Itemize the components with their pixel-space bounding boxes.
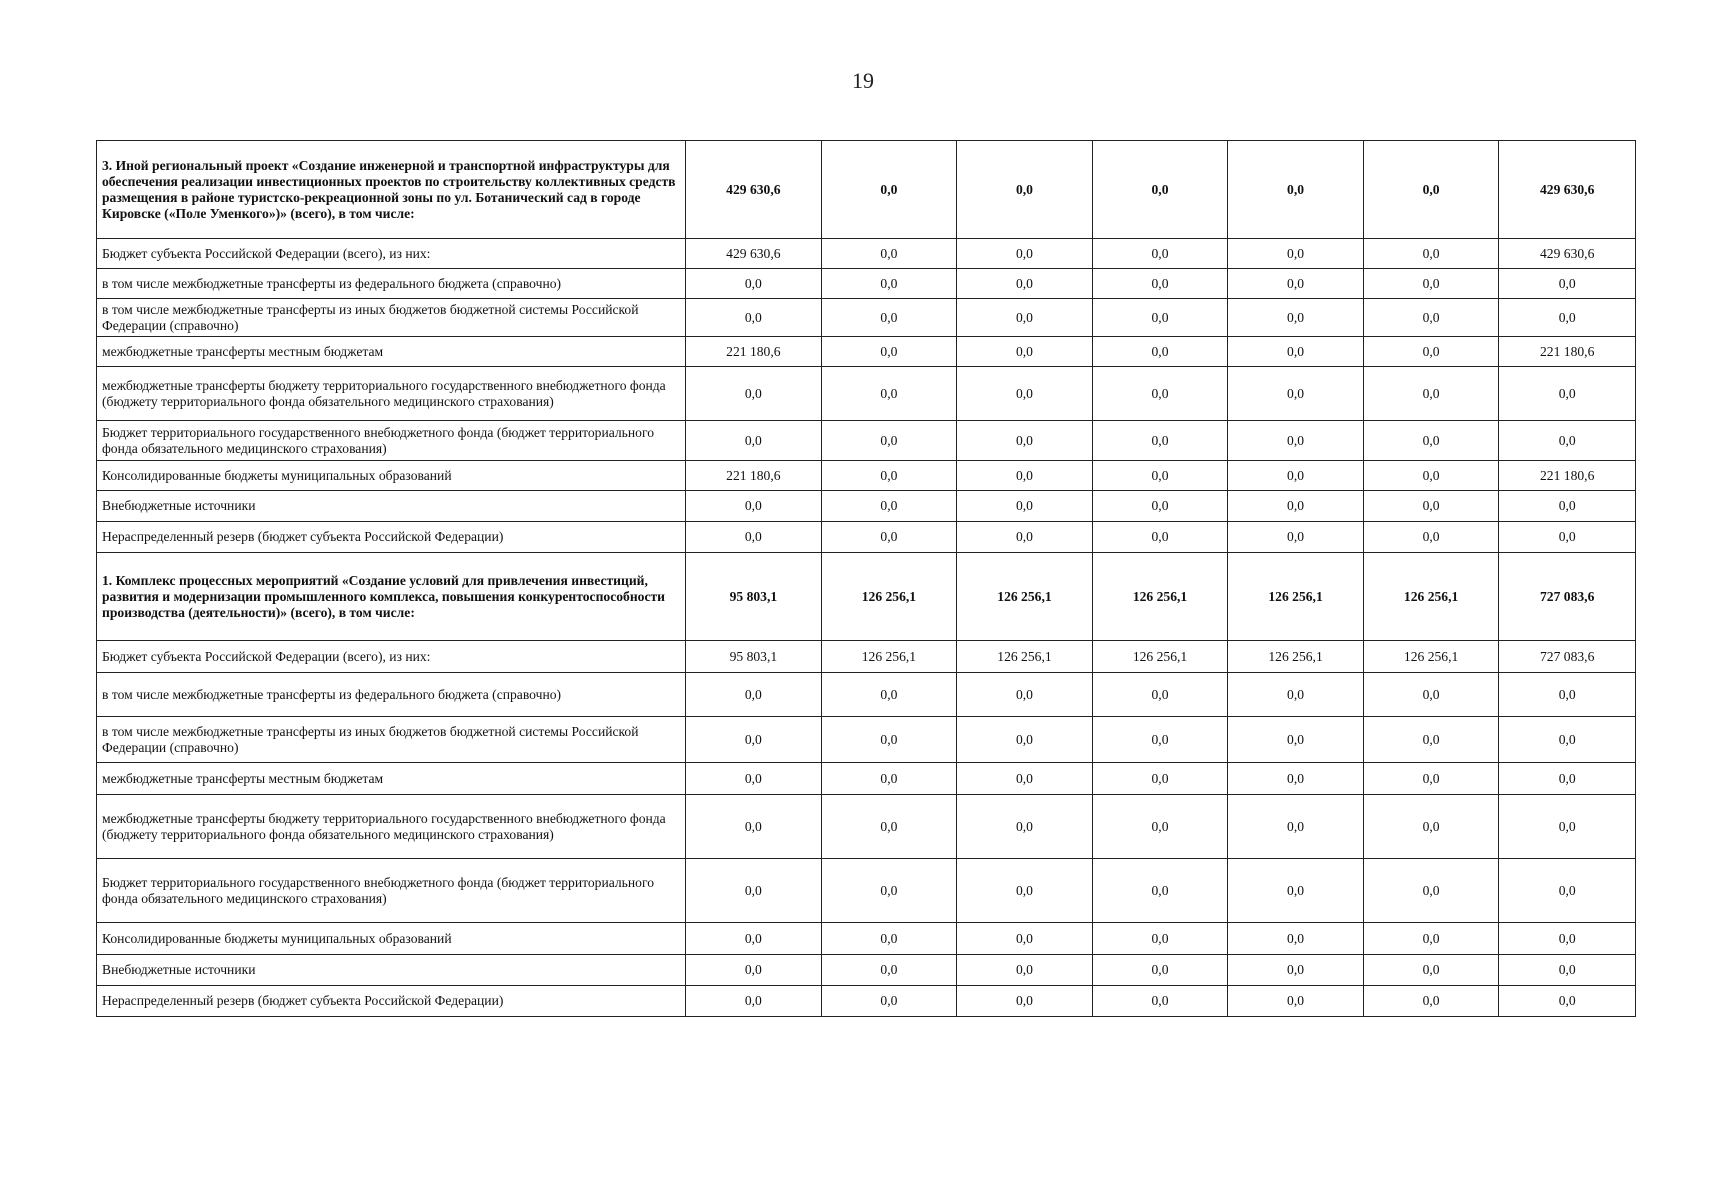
table-row	[97, 367, 1636, 421]
value-cell: 0,0	[1092, 461, 1228, 491]
value-cell: 0,0	[1499, 421, 1636, 461]
row-label: межбюджетные трансферты бюджету территориального государственного внебюджетного фонда (бюджету территориального фонда обязательного медицинского страхования)	[97, 367, 686, 421]
page-number: 19	[852, 68, 874, 93]
value-cell: 429 630,6	[1499, 239, 1636, 269]
section-title: 1. Комплекс процессных мероприятий «Создание условий для привлечения инвестиций, развития и модернизации промышленного комплекса, повышения конкурентоспособности производства (деятельности)» (всего), в том числе:	[97, 553, 686, 641]
value-cell: 0,0	[1363, 763, 1499, 795]
value-cell: 0,0	[957, 299, 1093, 337]
value-cell: 0,0	[1363, 269, 1499, 299]
table-row	[97, 641, 1636, 673]
value-cell: 95 803,1	[686, 641, 822, 673]
value-cell: 0,0	[957, 491, 1093, 522]
section-total-cell: 0,0	[1363, 141, 1499, 239]
value-cell: 0,0	[957, 421, 1093, 461]
value-cell: 221 180,6	[1499, 337, 1636, 367]
table-row	[97, 421, 1636, 461]
value-cell: 0,0	[1499, 859, 1636, 923]
section-total-cell: 0,0	[1092, 141, 1228, 239]
section-total-cell: 126 256,1	[821, 553, 957, 641]
value-cell: 0,0	[1499, 955, 1636, 986]
row-label: Нераспределенный резерв (бюджет субъекта Российской Федерации)	[97, 986, 686, 1017]
value-cell: 0,0	[686, 795, 822, 859]
value-cell: 0,0	[1499, 986, 1636, 1017]
value-cell: 0,0	[1092, 491, 1228, 522]
value-cell: 0,0	[821, 337, 957, 367]
value-cell: 0,0	[821, 239, 957, 269]
value-cell: 0,0	[1092, 986, 1228, 1017]
value-cell: 0,0	[1363, 522, 1499, 553]
value-cell: 0,0	[1092, 859, 1228, 923]
value-cell: 0,0	[1363, 421, 1499, 461]
value-cell: 0,0	[1092, 673, 1228, 717]
value-cell: 0,0	[1363, 299, 1499, 337]
value-cell: 0,0	[1499, 367, 1636, 421]
value-cell: 0,0	[1499, 299, 1636, 337]
value-cell: 0,0	[1092, 795, 1228, 859]
value-cell: 0,0	[1363, 673, 1499, 717]
table-row	[97, 337, 1636, 367]
value-cell: 221 180,6	[686, 461, 822, 491]
table-row	[97, 522, 1636, 553]
row-label: Бюджет территориального государственного внебюджетного фонда (бюджет территориального фонда обязательного медицинского страхования)	[97, 859, 686, 923]
section-total-cell: 0,0	[821, 141, 957, 239]
value-cell: 0,0	[1228, 367, 1364, 421]
value-cell: 0,0	[1228, 795, 1364, 859]
table-row	[97, 795, 1636, 859]
value-cell: 126 256,1	[1092, 641, 1228, 673]
value-cell: 0,0	[1363, 923, 1499, 955]
value-cell: 0,0	[1363, 859, 1499, 923]
value-cell: 0,0	[1092, 923, 1228, 955]
value-cell: 0,0	[686, 299, 822, 337]
row-label: Консолидированные бюджеты муниципальных образований	[97, 923, 686, 955]
value-cell: 0,0	[686, 763, 822, 795]
section-total-cell: 429 630,6	[686, 141, 822, 239]
value-cell: 0,0	[957, 367, 1093, 421]
value-cell: 221 180,6	[686, 337, 822, 367]
value-cell: 0,0	[1092, 239, 1228, 269]
value-cell: 0,0	[821, 859, 957, 923]
value-cell: 126 256,1	[1228, 641, 1364, 673]
section-total-cell: 0,0	[957, 141, 1093, 239]
value-cell: 126 256,1	[1363, 641, 1499, 673]
table-row	[97, 269, 1636, 299]
row-label: в том числе межбюджетные трансферты из федерального бюджета (справочно)	[97, 269, 686, 299]
value-cell: 0,0	[1499, 673, 1636, 717]
table-row	[97, 461, 1636, 491]
value-cell: 0,0	[686, 859, 822, 923]
row-label: Нераспределенный резерв (бюджет субъекта Российской Федерации)	[97, 522, 686, 553]
value-cell: 0,0	[1092, 367, 1228, 421]
table-row	[97, 673, 1636, 717]
value-cell: 0,0	[686, 367, 822, 421]
value-cell: 0,0	[1228, 955, 1364, 986]
value-cell: 0,0	[1092, 522, 1228, 553]
value-cell: 0,0	[1228, 859, 1364, 923]
value-cell: 0,0	[957, 269, 1093, 299]
section-total-cell: 126 256,1	[1228, 553, 1364, 641]
value-cell: 0,0	[686, 522, 822, 553]
value-cell: 0,0	[1363, 461, 1499, 491]
value-cell: 0,0	[1228, 421, 1364, 461]
value-cell: 0,0	[821, 795, 957, 859]
value-cell: 0,0	[1092, 763, 1228, 795]
row-label: в том числе межбюджетные трансферты из федерального бюджета (справочно)	[97, 673, 686, 717]
table-row	[97, 986, 1636, 1017]
budget-table	[96, 140, 1636, 1017]
value-cell: 0,0	[957, 986, 1093, 1017]
table-row	[97, 763, 1636, 795]
value-cell: 0,0	[957, 673, 1093, 717]
value-cell: 0,0	[1228, 763, 1364, 795]
value-cell: 0,0	[1228, 673, 1364, 717]
value-cell: 0,0	[1499, 763, 1636, 795]
table-row	[97, 299, 1636, 337]
value-cell: 0,0	[1228, 491, 1364, 522]
value-cell: 0,0	[957, 859, 1093, 923]
row-label: межбюджетные трансферты местным бюджетам	[97, 337, 686, 367]
value-cell: 0,0	[1499, 923, 1636, 955]
row-label: межбюджетные трансферты бюджету территориального государственного внебюджетного фонда (бюджету территориального фонда обязательного медицинского страхования)	[97, 795, 686, 859]
value-cell: 0,0	[686, 986, 822, 1017]
value-cell: 0,0	[821, 421, 957, 461]
row-label: Внебюджетные источники	[97, 955, 686, 986]
value-cell: 727 083,6	[1499, 641, 1636, 673]
value-cell: 0,0	[957, 795, 1093, 859]
section-header-row	[97, 553, 1636, 641]
value-cell: 0,0	[1499, 491, 1636, 522]
value-cell: 0,0	[1499, 269, 1636, 299]
table-row	[97, 955, 1636, 986]
value-cell: 0,0	[957, 239, 1093, 269]
table-row	[97, 923, 1636, 955]
section-total-cell: 429 630,6	[1499, 141, 1636, 239]
value-cell: 0,0	[957, 522, 1093, 553]
section-title: 3. Иной региональный проект «Создание инженерной и транспортной инфраструктуры для обеспечения реализации инвестиционных проектов по строительству коллективных средств размещения в районе туристско-рекреационной зоны по ул. Ботанический сад в городе Кировске («Поле Уменкого»)» (всего), в том числе:	[97, 141, 686, 239]
value-cell: 0,0	[1363, 717, 1499, 763]
value-cell: 0,0	[1228, 337, 1364, 367]
value-cell: 0,0	[821, 986, 957, 1017]
section-total-cell: 0,0	[1228, 141, 1364, 239]
value-cell: 0,0	[686, 717, 822, 763]
value-cell: 0,0	[821, 673, 957, 717]
row-label: Консолидированные бюджеты муниципальных образований	[97, 461, 686, 491]
section-total-cell: 727 083,6	[1499, 553, 1636, 641]
value-cell: 0,0	[957, 461, 1093, 491]
value-cell: 0,0	[686, 673, 822, 717]
value-cell: 0,0	[686, 491, 822, 522]
table-row	[97, 717, 1636, 763]
value-cell: 0,0	[1228, 299, 1364, 337]
value-cell: 0,0	[686, 269, 822, 299]
value-cell: 0,0	[1092, 269, 1228, 299]
table-row	[97, 491, 1636, 522]
value-cell: 0,0	[957, 763, 1093, 795]
value-cell: 0,0	[1228, 986, 1364, 1017]
value-cell: 0,0	[1499, 795, 1636, 859]
value-cell: 0,0	[957, 955, 1093, 986]
value-cell: 0,0	[686, 923, 822, 955]
value-cell: 0,0	[1228, 239, 1364, 269]
value-cell: 0,0	[1363, 795, 1499, 859]
value-cell: 0,0	[1363, 955, 1499, 986]
value-cell: 0,0	[1228, 461, 1364, 491]
section-total-cell: 126 256,1	[1092, 553, 1228, 641]
value-cell: 0,0	[1092, 421, 1228, 461]
value-cell: 0,0	[1092, 717, 1228, 763]
value-cell: 0,0	[1363, 367, 1499, 421]
section-header-row	[97, 141, 1636, 239]
value-cell: 0,0	[686, 955, 822, 986]
value-cell: 0,0	[957, 923, 1093, 955]
value-cell: 0,0	[1228, 717, 1364, 763]
value-cell: 0,0	[821, 461, 957, 491]
value-cell: 0,0	[1092, 337, 1228, 367]
value-cell: 0,0	[821, 923, 957, 955]
value-cell: 0,0	[821, 491, 957, 522]
row-label: Бюджет субъекта Российской Федерации (всего), из них:	[97, 641, 686, 673]
value-cell: 0,0	[821, 299, 957, 337]
value-cell: 0,0	[1228, 923, 1364, 955]
row-label: межбюджетные трансферты местным бюджетам	[97, 763, 686, 795]
value-cell: 0,0	[686, 421, 822, 461]
value-cell: 0,0	[1499, 522, 1636, 553]
value-cell: 126 256,1	[957, 641, 1093, 673]
value-cell: 0,0	[821, 522, 957, 553]
value-cell: 0,0	[1499, 717, 1636, 763]
value-cell: 429 630,6	[686, 239, 822, 269]
row-label: Бюджет территориального государственного внебюджетного фонда (бюджет территориального фонда обязательного медицинского страхования)	[97, 421, 686, 461]
value-cell: 0,0	[1228, 522, 1364, 553]
section-total-cell: 126 256,1	[1363, 553, 1499, 641]
value-cell: 0,0	[1092, 299, 1228, 337]
value-cell: 0,0	[821, 717, 957, 763]
row-label: Бюджет субъекта Российской Федерации (всего), из них:	[97, 239, 686, 269]
table-row	[97, 859, 1636, 923]
value-cell: 0,0	[1092, 955, 1228, 986]
value-cell: 0,0	[1363, 337, 1499, 367]
value-cell: 0,0	[821, 763, 957, 795]
row-label: в том числе межбюджетные трансферты из иных бюджетов бюджетной системы Российской Федерации (справочно)	[97, 717, 686, 763]
value-cell: 0,0	[821, 955, 957, 986]
value-cell: 0,0	[821, 367, 957, 421]
value-cell: 0,0	[1228, 269, 1364, 299]
value-cell: 126 256,1	[821, 641, 957, 673]
row-label: Внебюджетные источники	[97, 491, 686, 522]
value-cell: 0,0	[1363, 491, 1499, 522]
value-cell: 0,0	[1363, 239, 1499, 269]
value-cell: 0,0	[957, 337, 1093, 367]
table-row	[97, 239, 1636, 269]
value-cell: 0,0	[957, 717, 1093, 763]
section-total-cell: 95 803,1	[686, 553, 822, 641]
row-label: в том числе межбюджетные трансферты из иных бюджетов бюджетной системы Российской Федерации (справочно)	[97, 299, 686, 337]
value-cell: 0,0	[821, 269, 957, 299]
section-total-cell: 126 256,1	[957, 553, 1093, 641]
value-cell: 0,0	[1363, 986, 1499, 1017]
value-cell: 221 180,6	[1499, 461, 1636, 491]
